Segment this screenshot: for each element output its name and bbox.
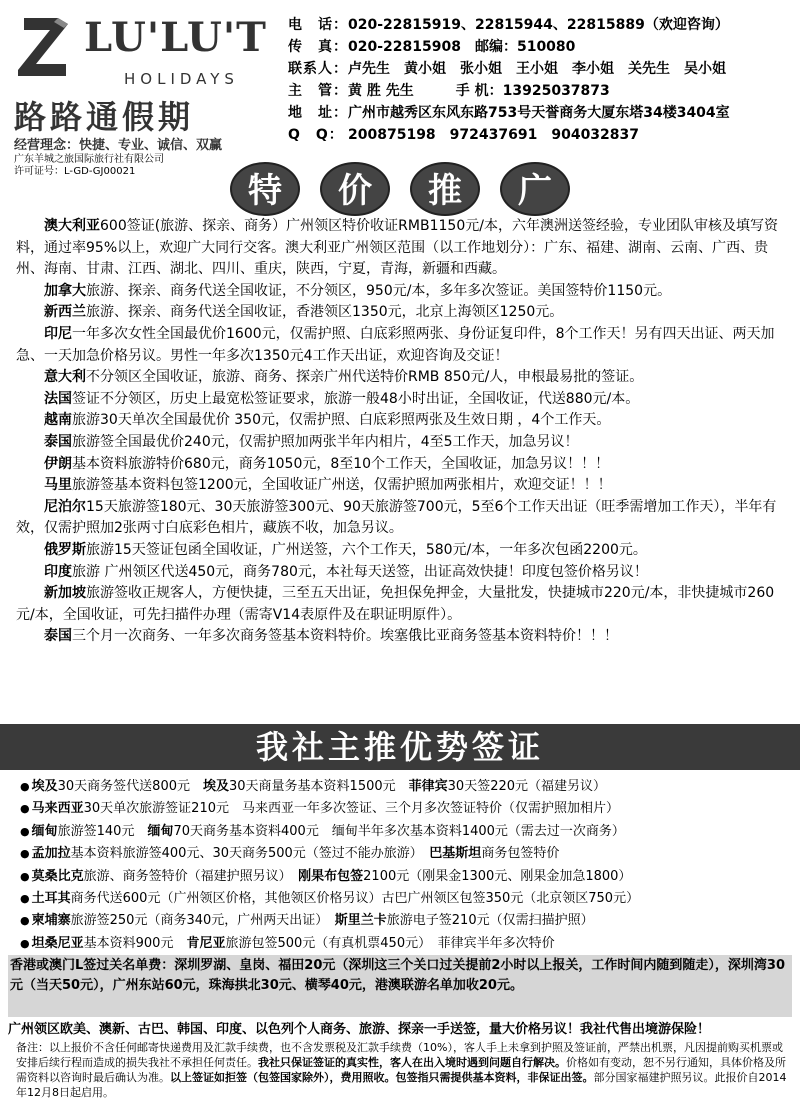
contact-key: 传 真：: [288, 39, 348, 55]
contact-row: [288, 102, 798, 124]
title-char: 价: [320, 162, 390, 216]
title-char: 特: [230, 162, 300, 216]
promo-item: [16, 410, 786, 432]
contact-row: [288, 14, 798, 36]
hk-macau-note: 香港或澳门L签过关名单费：深圳罗湖、皇岗、福田20元（深圳这三个关口过关提前2小时以上报关，工作时间内随到随走），深圳湾30元（当天50元），广州东站60元，珠海拱北30元、横琴40元，港澳联游名单加收20元。: [8, 955, 792, 1017]
contact-row: [288, 80, 798, 102]
contact-info: [288, 14, 798, 146]
license-number: 许可证号：L-GD-GJ00021: [14, 166, 136, 177]
contact-value: 200875198 972437691 904032837: [348, 127, 640, 143]
promo-text: 签证不分领区，历史上最宽松签证要求，旅游一般48小时出证，全国收证，代送880元/本。: [72, 390, 640, 407]
country-name: 马里: [44, 477, 72, 494]
bullet-icon: ●: [20, 847, 30, 861]
promo-text: 不分领区全国收证，旅游、商务、探亲广州代送特价RMB 850元/人，申根最易批的签证。: [86, 369, 644, 386]
contact-value: 广州市越秀区东风东路753号天誉商务大厦东塔34楼3404室: [348, 105, 730, 121]
advantage-list: [20, 776, 790, 955]
lulut-logo-icon: [14, 16, 76, 78]
contact-row: [288, 36, 798, 58]
promo-item: [16, 497, 786, 540]
contact-value: 卢先生 黄小姐 张小姐 王小姐 李小姐 关先生 吴小姐: [348, 61, 726, 77]
promo-text: 旅游 广州领区代送450元，商务780元，本社每天送签，出证高效快捷！印度包签价格另议！: [72, 563, 648, 580]
bullet-icon: ●: [20, 914, 30, 928]
bullet-icon: ●: [20, 869, 30, 883]
country-name: 新加坡: [44, 585, 86, 602]
header: [0, 0, 800, 177]
advantage-row: ● 缅甸旅游签140元 缅甸70天商务基本资料400元 缅甸半年多次基本资料1400元（需去过一次商务）: [20, 823, 625, 839]
advantage-row: ● 埃及30天商务签代送800元 埃及30天商量务基本资料1500元 菲律宾30天签220元（福建另议）: [20, 779, 607, 794]
contact-key: 电 话：: [288, 17, 348, 33]
country-name: 伊朗: [44, 455, 72, 472]
contact-key: 地 址：: [288, 105, 348, 121]
promo-text: 一年多次女性全国最优价1600元，仅需护照、白底彩照两张、身份证复印件，8个工作天！另有四天出证、两天加急、一天加急价格另议。男性一年多次1350元4工作天出证，欢迎咨询及交证！: [16, 325, 775, 364]
promo-item: [16, 475, 786, 497]
promo-item: [16, 454, 786, 476]
contact-key: Q Q：: [288, 127, 344, 143]
bullet-icon: ●: [20, 780, 30, 793]
contact-row: [288, 58, 798, 80]
promo-text: 旅游15天签证包函全国收证，广州送签，六个工作天，580元/本，一年多次包函2200元。: [86, 541, 647, 558]
advantage-row: ● 莫桑比克旅游、商务签特价（福建护照另议） 刚果布包签2100元（刚果金1300元、刚果金加急1800）: [20, 868, 632, 884]
company-name: 广东羊城之旅国际旅行社有限公司: [14, 154, 164, 165]
promo-list: [16, 216, 786, 648]
bullet-icon: ●: [20, 824, 30, 838]
logo: [14, 12, 267, 162]
advantage-row: ● 坦桑尼亚基本资料900元 肯尼亚旅游包签500元（有真机票450元） 菲律宾半年多次特价: [20, 935, 555, 951]
country-name: 泰国: [44, 433, 72, 450]
country-name: 印度: [44, 563, 72, 580]
promo-text: 旅游、探亲、商务代送全国收证，不分领区，950元/本，多年多次签证。美国签特价1150元。: [86, 282, 672, 299]
advantage-row: ● 柬埔寨旅游签250元（商务340元，广州两天出证） 斯里兰卡旅游电子签210元（仅需扫描护照）: [20, 913, 594, 929]
promo-item: [16, 389, 786, 411]
promo-item: [16, 626, 786, 648]
promo-text: 旅游签收正规客人，方便快捷，三至五天出证，免担保免押金，大量批发，快捷城市220元/本，非快捷城市260元/本，全国收证，可先扫描件办理（需寄V14表原件及在职证明原件）。: [16, 585, 775, 623]
bullet-icon: ●: [20, 891, 30, 905]
promo-text: 旅游30天单次全国最优价 350元，仅需护照、白底彩照两张及生效日期 ，4个工作天。: [72, 412, 611, 429]
promo-item: [16, 432, 786, 454]
advantage-row: ● 土耳其商务代送600元（广州领区价格，其他领区价格另议）古巴广州领区包签350元（北京领区750元）: [20, 890, 640, 906]
logo-english: LU'LU'T: [84, 14, 267, 61]
advantage-row: ● 马来西亚30天单次旅游签证210元 马来西亚一年多次签证、三个月多次签证特价（仅需护照加相片）: [20, 801, 619, 817]
country-name: 加拿大: [44, 282, 86, 299]
promo-item: [16, 281, 786, 303]
promo-text: 基本资料旅游特价680元，商务1050元，8至10个工作天，全国收证，加急另议！！！: [72, 455, 610, 472]
promo-item: [16, 216, 786, 281]
bullet-icon: ●: [20, 802, 30, 816]
contact-key: 联系人：: [288, 61, 348, 77]
logo-chinese: 路路通假期: [14, 98, 195, 136]
promo-item: [16, 367, 786, 389]
contact-value: 020-22815908 邮编：510080: [348, 39, 576, 55]
title-char: 广: [500, 162, 570, 216]
country-name: 新西兰: [44, 304, 86, 321]
promo-text: 15天旅游签180元、30天旅游签300元、90天旅游签700元，5至6个工作天出证（旺季需增加工作天），半年有效，仅需护照加2张两寸白底彩色相片，藏族不收，加急另议。: [16, 498, 777, 537]
promo-title: [230, 162, 570, 218]
promo-text: 600签证(旅游、探亲、商务）广州领区特价收证RMB1150元/本，六年澳洲送签经验，专业团队审核及填写资料，通过率95%以上，欢迎广大同行交客。澳大利亚广州领区范围（以工作地划分）：广东、福建、湖南、云南、广西、贵州、海南、甘肃、江西、湖北、四川、重庆，陕西，宁夏，青海，新疆和西藏。: [16, 218, 778, 278]
promo-text: 旅游签基本资料包签1200元，全国收证广州送，仅需护照加两张相片，欢迎交证！！！: [72, 477, 612, 494]
country-name: 意大利: [44, 369, 86, 386]
promo-item: [16, 324, 786, 367]
banner-title: 我社主推优势签证: [0, 724, 800, 770]
advantage-row: ● 孟加拉基本资料旅游签400元、30天商务500元（签过不能办旅游） 巴基斯坦商务包签特价: [20, 846, 560, 862]
country-name: 俄罗斯: [44, 541, 86, 558]
contact-value: 020-22815919、22815944、22815889（欢迎咨询）: [348, 17, 729, 33]
promo-item: [16, 562, 786, 584]
remarks: 备注：以上报价不含任何邮寄快递费用及汇款手续费，也不含发票税及汇款手续费（10%），客人手上未拿到护照及签证前，严禁出机票，凡因提前购买机票或安排后续行程而造成的损失我社不承担任何责任。我社只保证签证的真实性，客人在出入境时遇到问题自行解决。价格如有变动，恕不另行通知，具体价格及所需资料以咨询时最后确认为准。以上签证如拒签（包签国家除外），费用照收。包签指只需提供基本资料，非保证出签。部分国家福建护照另议。此报价自2014年12月8日起启用。: [16, 1041, 787, 1099]
country-name: 尼泊尔: [44, 498, 86, 515]
country-name: 法国: [44, 390, 72, 407]
contact-key: 主 管：: [288, 83, 348, 99]
promo-text: 旅游、探亲、商务代送全国收证，香港领区1350元，北京上海领区1250元。: [86, 304, 564, 321]
country-name: 泰国: [44, 628, 72, 645]
promo-item: [16, 540, 786, 562]
country-name: 澳大利亚: [44, 218, 100, 234]
title-char: 推: [410, 162, 480, 216]
promo-item: [16, 302, 786, 324]
contact-row: [288, 124, 798, 146]
country-name: 越南: [44, 412, 72, 429]
promo-text: 三个月一次商务、一年多次商务签基本资料特价。埃塞俄比亚商务签基本资料特价！！！: [72, 628, 618, 645]
contact-value: 黄 胜 先生 手 机：13925037873: [348, 83, 610, 99]
company-info: [14, 154, 164, 178]
promo-text: 旅游签全国最优价240元，仅需护照加两张半年内相片，4至5工作天，加急另议！: [72, 433, 579, 450]
bullet-icon: ●: [20, 936, 30, 950]
motto: 经营理念：快捷、专业、诚信、双赢: [14, 138, 223, 153]
guangzhou-note: 广州领区欧美、澳新、古巴、韩国、印度、以色列个人商务、旅游、探亲一手送签，量大价格另议！我社代售出境游保险！: [8, 1022, 711, 1037]
promo-item: [16, 583, 786, 626]
country-name: 印尼: [44, 325, 72, 342]
logo-holidays: HOLIDAYS: [124, 70, 239, 88]
